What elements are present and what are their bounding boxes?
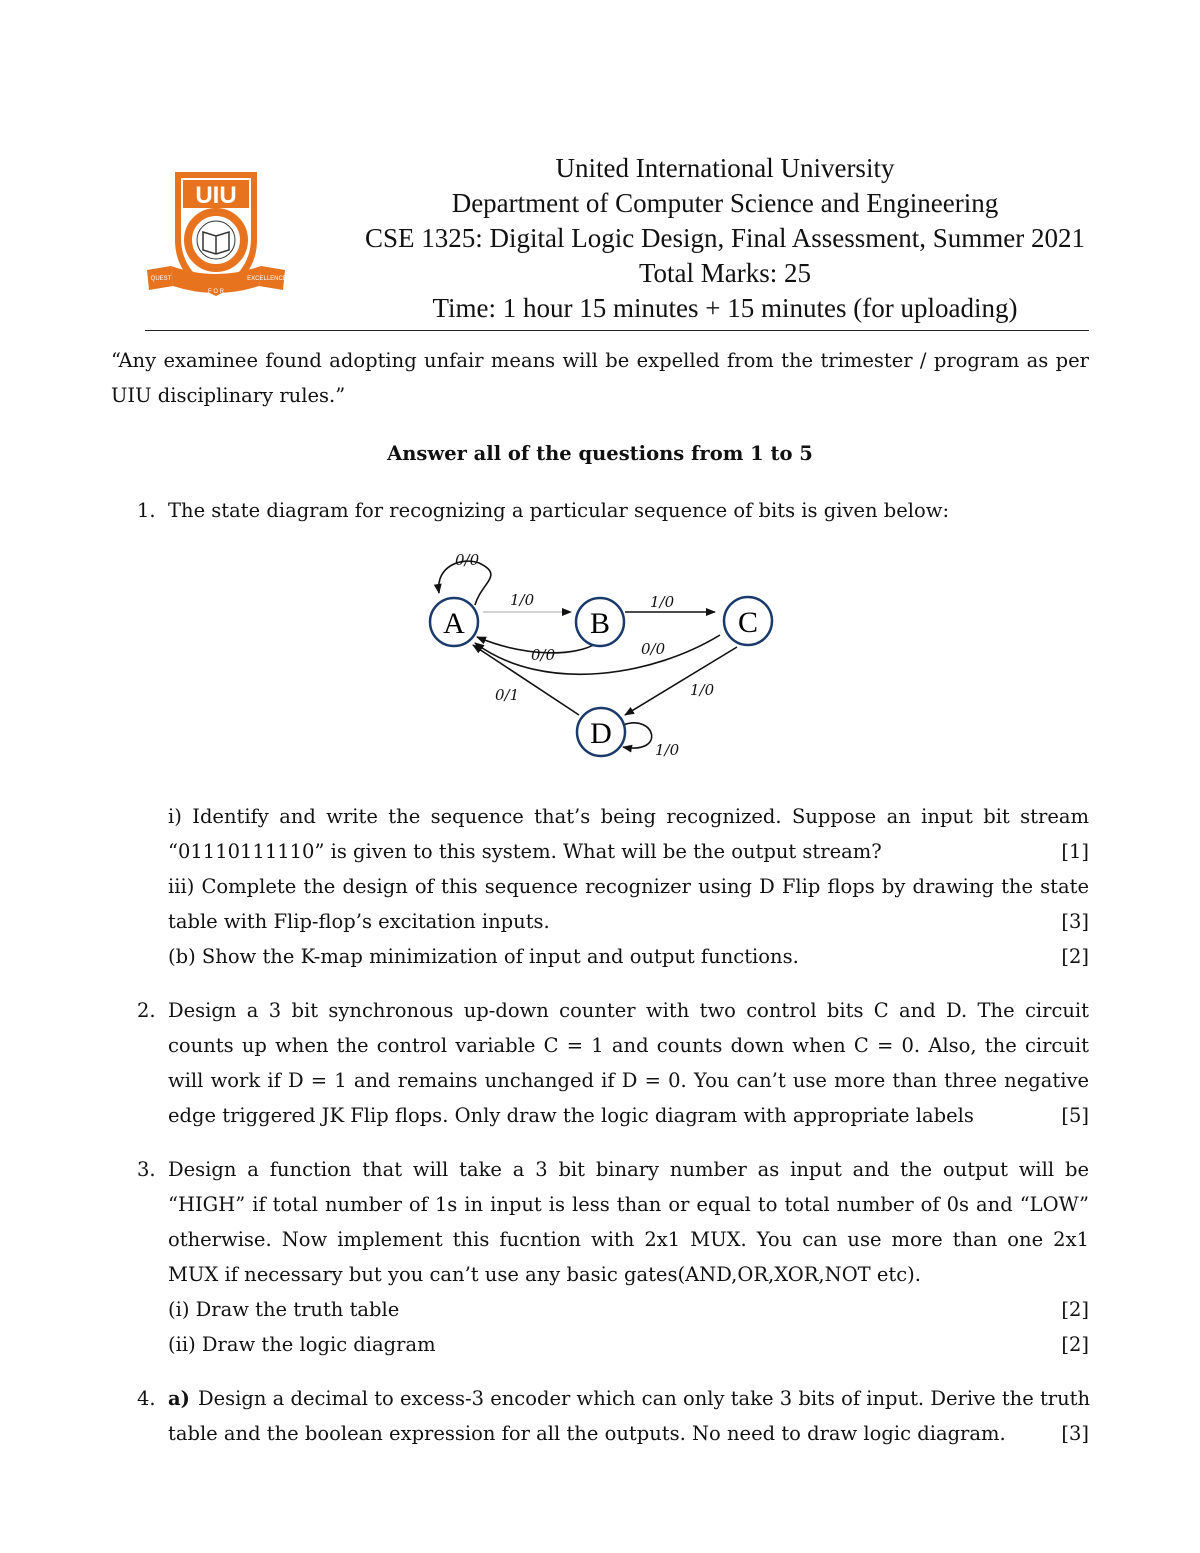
label-d-self: 1/0 xyxy=(655,741,680,759)
university-name: United International University xyxy=(555,153,895,183)
state-b: B xyxy=(589,607,611,640)
notice-line-2: UIU disciplinary rules.” xyxy=(111,384,346,407)
q4-line-1: Design a decimal to excess-3 encoder which can only take 3 bits of input. Derive the truth xyxy=(198,1387,1091,1410)
q1-iii-marks: [3] xyxy=(1061,910,1089,933)
q4-number: 4. xyxy=(137,1387,156,1410)
state-a: A xyxy=(443,607,465,640)
department-name: Department of Computer Science and Engineering xyxy=(451,188,999,218)
q1-iii-line-1: iii) Complete the design of this sequence recognizer using D Flip flops by drawing the state xyxy=(168,875,1089,898)
q2-line-2: counts up when the control variable C = 1 and counts down when C = 0. Also, the circuit xyxy=(168,1034,1089,1057)
total-marks: Total Marks: 25 xyxy=(638,258,812,288)
q2-number: 2. xyxy=(137,999,156,1022)
q3-i-marks: [2] xyxy=(1061,1298,1089,1321)
q2-marks: [5] xyxy=(1061,1104,1089,1127)
label-d-a: 0/1 xyxy=(495,686,520,704)
instruction-heading: Answer all of the questions from 1 to 5 xyxy=(387,442,813,465)
q1-i-line-1: i) Identify and write the sequence that’s being recognized. Suppose an input bit stream xyxy=(168,805,1089,828)
q4-marks: [3] xyxy=(1061,1422,1089,1445)
label-b-c: 1/0 xyxy=(650,593,675,611)
label-c-a: 0/0 xyxy=(641,640,666,658)
q3-line-3: otherwise. Now implement this fucntion with 2x1 MUX. You can use more than one 2x1 xyxy=(168,1228,1089,1251)
label-c-d: 1/0 xyxy=(690,681,715,699)
state-d: D xyxy=(590,717,612,750)
q1-b-line: (b) Show the K-map minimization of input and output functions. xyxy=(168,945,799,968)
q1-b-marks: [2] xyxy=(1061,945,1089,968)
q3-i-line: (i) Draw the truth table xyxy=(168,1298,400,1321)
q2-line-1: Design a 3 bit synchronous up-down counter with two control bits C and D. The circuit xyxy=(168,999,1089,1022)
course-title: CSE 1325: Digital Logic Design, Final Assessment, Summer 2021 xyxy=(365,223,1085,253)
exam-time: Time: 1 hour 15 minutes + 15 minutes (for uploading) xyxy=(432,293,1018,323)
label-a-self: 0/0 xyxy=(455,551,480,569)
q2-line-4: edge triggered JK Flip flops. Only draw the logic diagram with appropriate labels xyxy=(168,1104,974,1127)
state-diagram xyxy=(415,545,795,770)
logo-ribbon-mid: F O R xyxy=(208,289,224,295)
q4-a-label: a) xyxy=(168,1387,190,1410)
header-rule xyxy=(145,330,1089,331)
q3-ii-line: (ii) Draw the logic diagram xyxy=(168,1333,436,1356)
label-a-b: 1/0 xyxy=(510,591,535,609)
q1-iii-line-2: table with Flip-flop’s excitation inputs. xyxy=(168,910,550,933)
q1-i-line-2: “01110111110” is given to this system. What will be the output stream? xyxy=(168,840,882,863)
q4-line-2: table and the boolean expression for all the outputs. No need to draw logic diagram. xyxy=(168,1422,1006,1445)
logo-text: UIU xyxy=(195,182,237,209)
q1-text: The state diagram for recognizing a particular sequence of bits is given below: xyxy=(168,499,950,522)
q3-line-2: “HIGH” if total number of 1s in input is less than or equal to total number of 0s and “LOW” xyxy=(168,1193,1089,1216)
q3-number: 3. xyxy=(137,1158,156,1181)
logo-ribbon-right: EXCELLENCE xyxy=(247,276,287,282)
q3-line-1: Design a function that will take a 3 bit binary number as input and the output will be xyxy=(168,1158,1089,1181)
logo-ribbon-left: QUEST xyxy=(150,276,172,282)
q3-ii-marks: [2] xyxy=(1061,1333,1089,1356)
q3-line-4: MUX if necessary but you can’t use any basic gates(AND,OR,XOR,NOT etc). xyxy=(168,1263,921,1286)
q2-line-3: will work if D = 1 and remains unchanged if D = 0. You can’t use more than three negative xyxy=(168,1069,1089,1092)
state-c: C xyxy=(737,606,759,639)
q1-i-marks: [1] xyxy=(1061,840,1089,863)
label-b-a: 0/0 xyxy=(531,646,556,664)
notice-line-1: “Any examinee found adopting unfair means will be expelled from the trimester / program as per xyxy=(111,349,1089,372)
uiu-logo xyxy=(145,170,287,300)
q1-number: 1. xyxy=(137,499,156,522)
